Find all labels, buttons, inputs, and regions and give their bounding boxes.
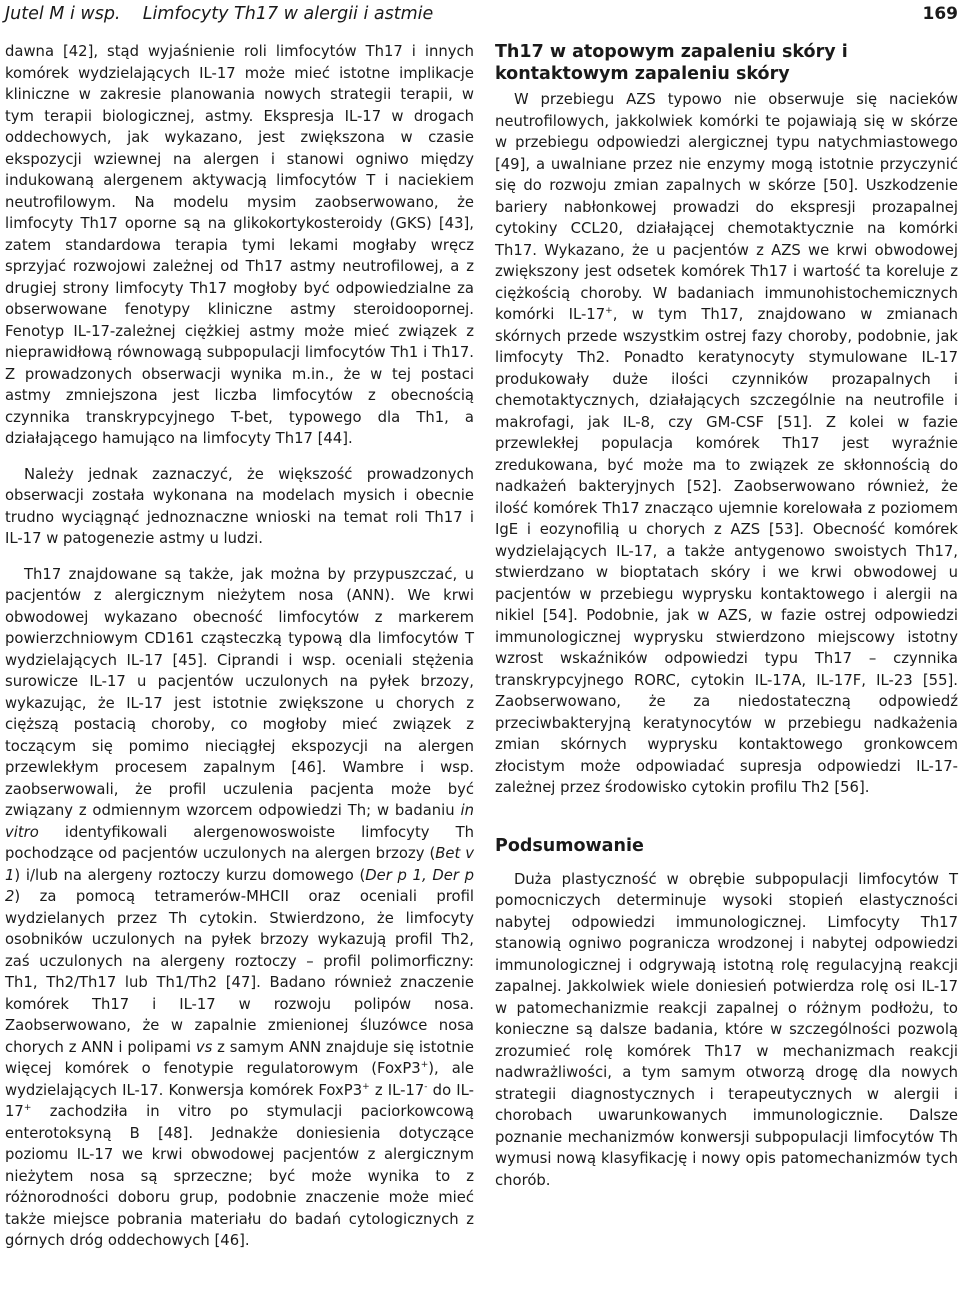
running-header-left <box>5 0 433 28</box>
italic-run: vs <box>195 1038 213 1056</box>
section-heading-th17-skin: Th17 w atopowym zapaleniu skóry i kontaktowym zapaleniu skóry <box>495 42 848 84</box>
superscript: + <box>23 1103 32 1114</box>
superscript: + <box>362 1081 370 1092</box>
text-run: do IL-17 <box>5 1081 474 1120</box>
superscript: + <box>605 306 613 317</box>
section-heading-summary: Podsumowanie <box>495 835 644 856</box>
text-run: W przebiegu AZS typowo nie obserwuje się nacieków neutrofilowych, jakkolwiek komórki te pojawiają się w skórze w przebiegu odpowiedzi alergicznej typu natychmiastowego [49], a uwalniane przez nie enzymy mogą istotnie przyczynić się do rozwoju zmian zapalnych w skórze [50]. Uszkodzenie bariery nabłonkowej prowadzi do ekspresji prozapalnej cytokiny CCL20, działającej chemotaktycznie na komórki Th17. Wykazano, że u pacjentów z AZS we krwi obwodowej zwiększony jest odsetek komórek Th17 i wartość ta koreluje z ciężkością choroby. W badaniach immunohistochemicznych komórki IL-17 <box>495 91 958 323</box>
left-column <box>5 41 474 1252</box>
header-authors: Jutel M i wsp. <box>5 4 121 24</box>
text-run: z IL-17 <box>369 1081 425 1099</box>
left-paragraph-3 <box>5 564 474 1252</box>
right-paragraph-2: Duża plastyczność w obrębie subpopulacji limfocytów T pomocniczych determinuje wysoki stopień elastyczności nabytej odpowiedzi immunologicznej. Limfocyty Th17 stanowią ogniwo pogranicza wrodzonej i nabytej odpowiedzi immunologicznej i odgrywają istotną rolę regulacyjną reakcji zapalnej. Jakkolwiek wiele doniesień potwierdza rolę osi IL-17 w patomechanizmie reakcji zapalnej o różnym podłożu, to konieczne są dalsze badania, które w szczególności pozwolą zrozumieć rolę komórek Th17 w mechanizmach reakcji nadwrażliwości, a tym samym otworzą drogę dla nowych strategii diagnostycznych i terapeutycznych w alergii i chorobach uwarunkowanych immunologicznie. Dalsze poznanie mechanizmów konwersji subpopulacji limfocytów Th wymusi nową klasyfikację i nowy opis patomechanizmów tych chorób. <box>495 870 958 1189</box>
text-run: identyfikowali alergenowoswoiste limfocyty Th pochodzące od pacjentów uczulonych na alergen brzozy ( <box>5 823 474 862</box>
text-run: z samym ANN znajduje się istotnie więcej komórek o fenotypie regulatorowym (FoxP3 <box>5 1038 474 1077</box>
text-run: ) za pomocą tetramerów-MHCII oraz oceniali profil wydzielanych przez Th cytokin. Stwierdzono, że limfocyty osobników uczulonych na pyłek brzozy wykazują profil Th2, zaś uczulonych na alergeny roztoczy – profil polimorficzny: Th1, Th2/Th17 lub Th1/Th2 [47]. Badano również znaczenie komórek Th17 i IL-17 w rozwoju polipów nosa. Zaobserwowano, że w zapalnie zmienionej śluzówce nosa chorych z ANN i polipami <box>5 888 474 1056</box>
italic-run: Der p 1, Der p 2 <box>5 866 474 905</box>
running-header <box>5 0 958 28</box>
text-run: Th17 znajdowane są także, jak można by przypuszczać, u pacjentów z alergicznym nieżytem nosa (ANN). We krwi obwodowej wykazano obecność limfocytów z markerem powierzchniowym CD161 cząsteczką typową dla limfocytów T wydzielających IL-17 [45]. Ciprandi i wsp. oceniali stężenia surowicze IL-17 u pacjentów uczulonych na pyłek brzozy, wykazując, że IL-17 jest istotnie zwiększone u chorych z cięższą postacią choroby, co mogłoby mieć związek z toczącym się pomimo nieciągłej ekspozycji na alergen przewlekłym procesem zapalnym [46]. Wambre i wsp. zaobserwowali, że profil uczulenia pacjenta może być związany z odmiennym wzorcem odpowiedzi Th; w badaniu <box>5 565 474 819</box>
italic-run: Bet v 1 <box>5 845 474 884</box>
left-paragraph-1: dawna [42], stąd wyjaśnienie roli limfocytów Th17 i innych komórek wydzielających IL-17 może mieć istotne implikacje kliniczne w zakresie planowania nowych strategii terapii, w tym terapii biologicznej, astmy. Ekspresja IL-17 w drogach oddechowych, jak wykazano, jest zwiększona w czasie ekspozycji wziewnej na alergen i stanowi ogniwo między indukowaną alergenem aktywacją limfocytów T i naciekiem neutrofilowym. Na modelu mysim zaobserwowano, że limfocyty Th17 oporne są na glikokortykosteroidy (GKS) [43], zatem standardowa terapia tymi lekami mogłaby wręcz sprzyjać rozwojowi zależnej od Th17 astmy neutrofilowej, a z drugiej strony limfocyty Th17 mogłoby być odpowiedzialne za obserwowane fenotypy kliniczne astmy steroidoopornej. Fenotyp IL-17-zależnej ciężkiej astmy może mieć związek z nieprawidłową równowagą subpopulacji limfocytów Th1 i Th17. Z prowadzonych obserwacji wynika m.in., że w tej postaci astmy zmniejszona jest liczba limfocytów z obecnością czynnika transkrypcyjnego T-bet, typowego dla Th1, a działającego hamująco na limfocyty Th17 [44]. <box>5 43 474 447</box>
right-column <box>495 41 958 1252</box>
italic-run: in vitro <box>5 802 474 841</box>
text-run: ), ale wydzielających IL-17. Konwersja komórek FoxP3 <box>5 1060 475 1099</box>
right-paragraph-1 <box>495 89 958 799</box>
two-column-body <box>5 41 958 1252</box>
text-run: , w tym Th17, znajdowano w zmianach skórnych przede wszystkim ostrej fazy choroby, podobnie, jak limfocyty Th2. Ponadto keratynocyty stymulowane IL-17 produkowały duże ilości czynników prozapalnych i chemotaktycznych, działających szczególnie na neutrofile i makrofagi, jak IL-8, czy GM-CSF [51]. Z kolei w fazie przewlekłej populacja komórek Th17 jest wyraźnie zredukowana, być może ma to związek ze skłonnością do nadkażeń bakteryjnych [52]. Zaobserwowano również, że ilość komórek Th17 znacząco ujemnie korelowała z poziomem IgE i eozynofilią u chorych z AZS [53]. Obecność komórek wydzielających IL-17, a także antygenowo swoistych Th17, stwierdzano w bioptatach skóry i we krwi obwodowej u pacjentów w przebiegu wyprysku kontaktowego i alergii na nikiel [54]. Podobnie, jak w AZS, w fazie ostrej odpowiedzi immunologicznej wyprysku stwierdzono miejscowy istotny wzrost wskaźników odpowiedzi typu Th17 – czynnika transkrypcyjnego RORC, cytokin IL-17A, IL-17F, IL-23 [55]. Zaobserwowano, że za niedostateczną odpowiedź przeciwbakteryjną keratynocytów w przebiegu nadkażenia zmian skórnych wyprysku kontaktowego gronkowcem złocistym może odpowiadać supresja odpowiedzi IL-17-zależnej przez środowisko cytokin profilu Th2 [56]. <box>495 306 958 796</box>
superscript: - <box>424 1081 428 1092</box>
text-run: zachodziła in vitro po stymulacji paciorkowcową enterotoksyną B [48]. Jednakże doniesienia dotyczące poziomu IL-17 we krwi obwodowej pacjentów z alergicznym nieżytem nosa są sprzeczne; być może wynika to z różnorodności doboru grup, podobnie znaczenie może mieć także miejsce pobrania materiału do badań cytologicznych z górnych dróg oddechowych [46]. <box>5 1103 474 1249</box>
left-paragraph-2: Należy jednak zaznaczyć, że większość prowadzonych obserwacji została wykonana na modelach mysich i obecnie trudno wyciągnąć jednoznaczne wnioski na temat roli Th17 i IL-17 w patogenezie astmy u ludzi. <box>5 465 474 547</box>
superscript: + <box>420 1060 429 1071</box>
header-article-title: Limfocyty Th17 w alergii i astmie <box>142 4 434 24</box>
text-run: ) i/lub na alergeny roztoczy kurzu domowego ( <box>14 866 366 884</box>
page-number: 169 <box>922 4 958 24</box>
